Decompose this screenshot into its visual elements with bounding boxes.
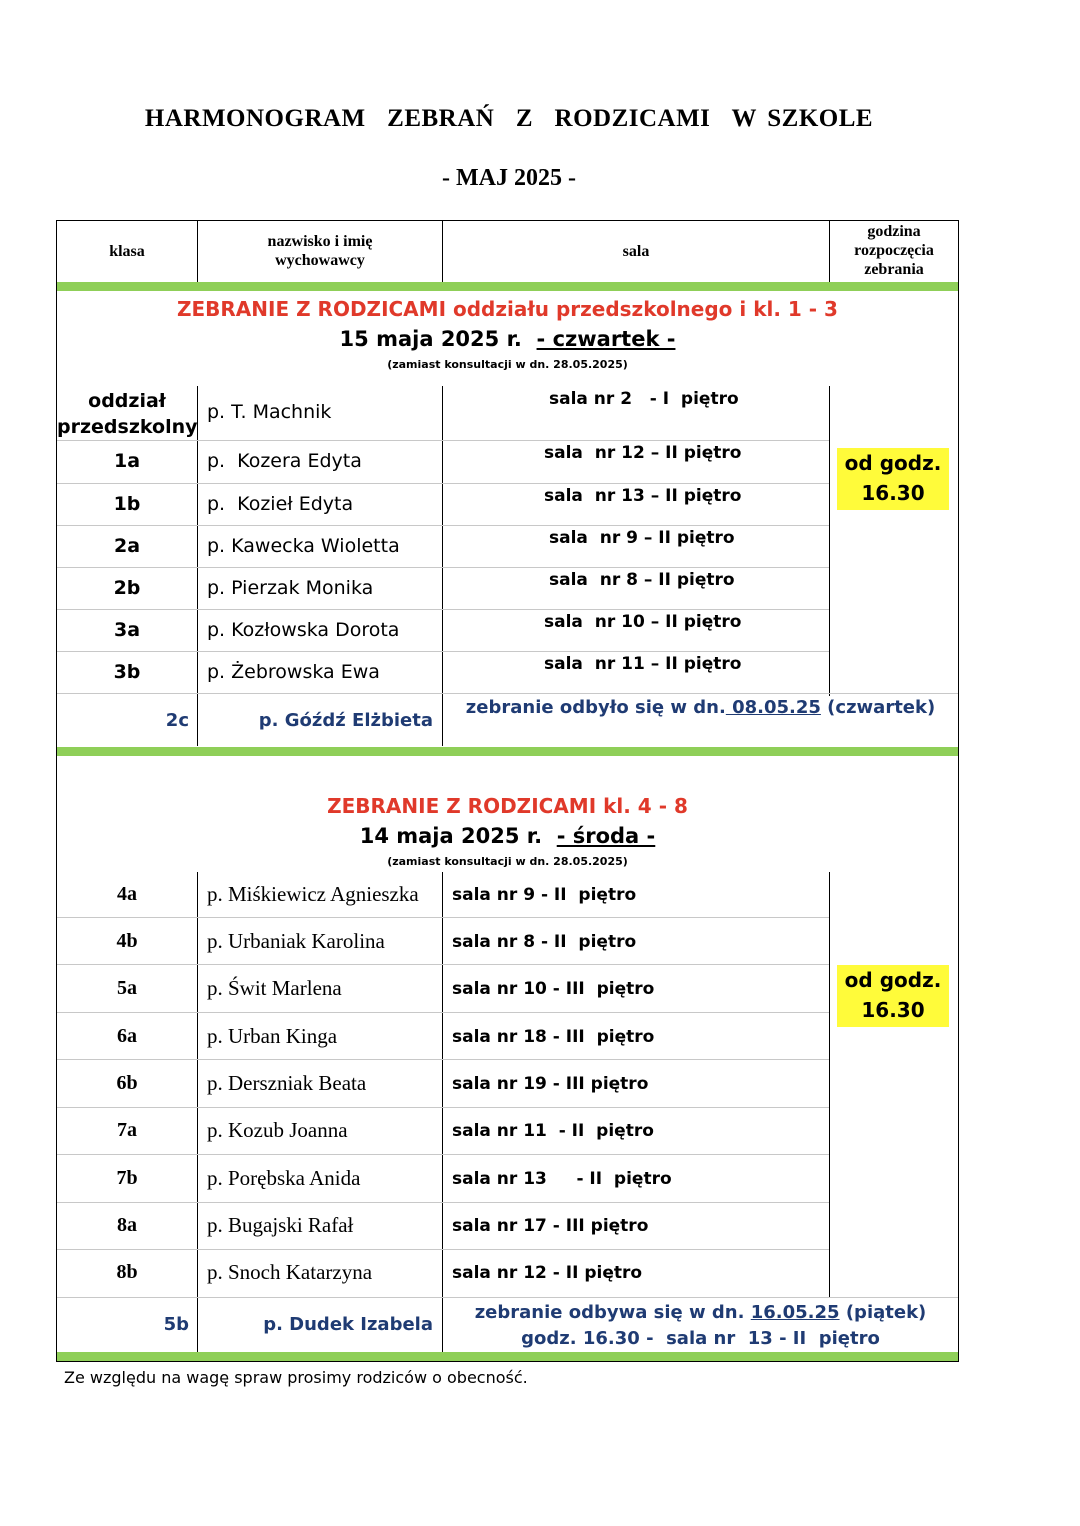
- class-cell: 1b: [113, 493, 141, 515]
- class-cell: 4a: [117, 883, 137, 905]
- class-cell: 4b: [116, 930, 138, 952]
- row-divider: [57, 651, 829, 652]
- row-divider: [57, 483, 829, 484]
- class-cell: 8b: [116, 1261, 138, 1283]
- special-note-suffix: (piątek): [839, 1302, 927, 1323]
- teacher-cell: p. T. Machnik: [207, 401, 332, 423]
- teacher-cell: p. Urbaniak Karolina: [207, 929, 385, 953]
- class-cell: 5a: [117, 977, 137, 999]
- section2-date-day: - środa -: [556, 824, 656, 848]
- room-cell: sala nr 11 - II piętro: [452, 1121, 654, 1141]
- class-cell: 7a: [117, 1119, 137, 1141]
- row-divider: [57, 1107, 829, 1108]
- room-cell: sala nr 8 - II piętro: [452, 932, 637, 952]
- section1-time-highlight: [837, 448, 949, 510]
- col-divider: [197, 872, 198, 1352]
- header-teacher-line: wychowawcy: [275, 252, 365, 269]
- teacher-cell: p. Kozłowska Dorota: [207, 619, 400, 641]
- room-cell: sala nr 19 - III piętro: [452, 1074, 649, 1094]
- teacher-cell: p. Bugajski Rafał: [207, 1213, 354, 1237]
- class-cell: 2a: [113, 535, 141, 557]
- special-note-prefix: zebranie odbywa się w dn.: [474, 1302, 751, 1323]
- col-divider: [442, 872, 443, 1352]
- header-teacher-line: nazwisko i imię: [267, 233, 373, 250]
- class-cell: 2b: [113, 577, 141, 599]
- row-divider: [57, 1297, 958, 1298]
- section2-date: [57, 824, 958, 848]
- special-note: [443, 1300, 958, 1352]
- row-divider: [57, 1059, 829, 1060]
- room-cell: sala nr 13 - II piętro: [452, 1169, 672, 1189]
- teacher-cell: p. Snoch Katarzyna: [207, 1260, 373, 1284]
- header-time-line: zebrania: [864, 261, 924, 278]
- header-sala: sala: [622, 243, 650, 260]
- header-time-line: rozpoczęcia: [854, 242, 934, 259]
- section-separator: [57, 747, 958, 756]
- time-line: od godz.: [844, 968, 942, 992]
- section2-time-highlight: [837, 965, 949, 1027]
- room-cell: sala nr 9 - II piętro: [452, 885, 637, 905]
- col-divider: [829, 386, 830, 696]
- class-cell: 6a: [117, 1025, 137, 1047]
- time-line: 16.30: [861, 998, 925, 1022]
- class-cell: 6b: [116, 1072, 138, 1094]
- room-cell: sala nr 18 - III piętro: [452, 1027, 655, 1047]
- teacher-cell: p. Urban Kinga: [207, 1024, 338, 1048]
- row-divider: [57, 1202, 829, 1203]
- special-note-line1: [443, 1300, 958, 1326]
- room-cell: sala nr 10 - III piętro: [452, 979, 655, 999]
- teacher-cell: p. Pierzak Monika: [207, 577, 374, 599]
- footer-note: Ze względu na wagę spraw prosimy rodziców o obecność.: [64, 1368, 528, 1387]
- class-cell: 3b: [113, 661, 141, 683]
- header-time-line: godzina: [867, 223, 921, 240]
- special-note-date: 16.05.25: [750, 1302, 840, 1323]
- header-klasa: klasa: [109, 243, 145, 260]
- section1-date: [57, 327, 958, 351]
- room-cell: sala nr 10 – II piętro: [544, 612, 742, 632]
- header-time: [830, 222, 958, 279]
- class-cell: oddział przedszkolny: [57, 390, 198, 438]
- teacher-cell: p. Porębska Anida: [207, 1166, 361, 1190]
- special-note-suffix: (czwartek): [820, 697, 936, 718]
- room-cell: sala nr 11 – II piętro: [544, 654, 742, 674]
- room-cell: sala nr 17 - III piętro: [452, 1216, 649, 1236]
- header-teacher: [198, 232, 442, 270]
- class-cell: 7b: [116, 1167, 138, 1189]
- section-separator: [57, 1352, 958, 1361]
- row-divider: [57, 1012, 829, 1013]
- row-divider: [57, 1154, 829, 1155]
- table-right-border: [958, 220, 959, 1362]
- class-cell: 8a: [117, 1214, 137, 1236]
- section2-date-main: 14 maja 2025 r.: [359, 824, 557, 848]
- teacher-cell: p. Kozera Edyta: [207, 450, 362, 472]
- special-class-cell: 2c: [165, 710, 189, 731]
- special-class-cell: 5b: [163, 1314, 189, 1335]
- teacher-cell: p. Kozub Joanna: [207, 1118, 348, 1142]
- time-line: od godz.: [844, 451, 942, 475]
- table-bottom-border: [56, 1361, 959, 1362]
- row-divider: [57, 964, 829, 965]
- room-cell: sala nr 9 – II piętro: [549, 528, 735, 548]
- special-teacher-cell: p. Góźdź Elżbieta: [258, 710, 433, 731]
- row-divider: [57, 917, 829, 918]
- row-divider: [57, 1249, 829, 1250]
- section1-date-day: - czwartek -: [536, 327, 676, 351]
- teacher-cell: p. Derszniak Beata: [207, 1071, 367, 1095]
- row-divider: [57, 567, 829, 568]
- class-cell: 3a: [113, 619, 141, 641]
- section1-date-main: 15 maja 2025 r.: [339, 327, 537, 351]
- table-top-border: [56, 220, 959, 221]
- special-note-date: 08.05.25: [725, 697, 821, 718]
- row-divider: [57, 609, 829, 610]
- special-note: [443, 697, 958, 718]
- teacher-cell: p. Kawecka Wioletta: [207, 535, 400, 557]
- teacher-cell: p. Świt Marlena: [207, 976, 342, 1000]
- special-note-line2: godz. 16.30 - sala nr 13 - II piętro: [521, 1328, 880, 1349]
- document-subtitle: - MAJ 2025 -: [442, 165, 576, 191]
- special-teacher-cell: p. Dudek Izabela: [263, 1314, 433, 1335]
- section1-note: (zamiast konsultacji w dn. 28.05.2025): [387, 358, 628, 371]
- time-line: 16.30: [861, 481, 925, 505]
- row-divider: [57, 525, 829, 526]
- teacher-cell: p. Żebrowska Ewa: [207, 661, 380, 683]
- section1-title: ZEBRANIE Z RODZICAMI oddziału przedszkolnego i kl. 1 - 3: [177, 297, 838, 321]
- section-separator: [57, 282, 958, 291]
- teacher-cell: p. Kozieł Edyta: [207, 493, 354, 515]
- room-cell: sala nr 12 - II piętro: [452, 1263, 643, 1283]
- section2-title: ZEBRANIE Z RODZICAMI kl. 4 - 8: [327, 794, 688, 818]
- room-cell: sala nr 12 – II piętro: [544, 443, 742, 463]
- row-divider: [57, 693, 958, 694]
- room-cell: sala nr 8 – II piętro: [549, 570, 735, 590]
- col-divider: [829, 872, 830, 1297]
- special-note-prefix: zebranie odbyło się w dn.: [465, 697, 726, 718]
- document-title: HARMONOGRAM ZEBRAŃ Z RODZICAMI W SZKOLE: [144, 105, 874, 132]
- room-cell: sala nr 13 – II piętro: [544, 486, 742, 506]
- section2-note: (zamiast konsultacji w dn. 28.05.2025): [387, 855, 628, 868]
- teacher-cell: p. Miśkiewicz Agnieszka: [207, 882, 419, 906]
- class-cell: 1a: [113, 450, 141, 472]
- room-cell: sala nr 2 - I piętro: [549, 389, 739, 409]
- row-divider: [57, 440, 829, 441]
